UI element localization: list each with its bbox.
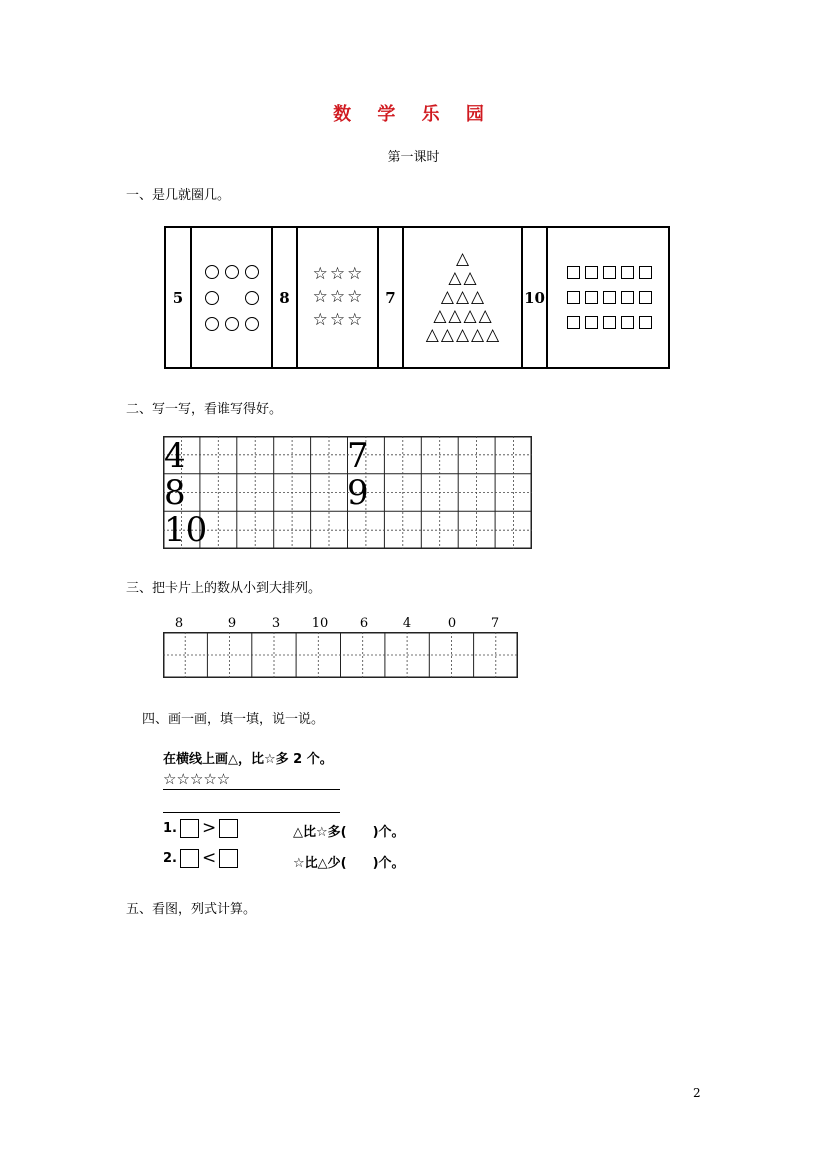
section-3-heading: 三、把卡片上的数从小到大排列。 bbox=[126, 581, 322, 596]
circle-icon[interactable] bbox=[225, 317, 239, 331]
table-number-7: 7 bbox=[385, 288, 396, 307]
triangle-icon[interactable]: △ bbox=[455, 287, 470, 307]
star-icon[interactable]: ☆ bbox=[312, 310, 328, 330]
triangle-icon[interactable]: △ bbox=[471, 287, 485, 307]
item-2-number: 2. bbox=[163, 850, 177, 866]
number-card: 8 bbox=[174, 616, 184, 631]
square-group bbox=[548, 228, 670, 367]
triangle-icon[interactable]: △ bbox=[455, 325, 470, 345]
circle-group bbox=[192, 228, 271, 367]
section-2-heading: 二、写一写，看谁写得好。 bbox=[126, 402, 283, 417]
star-icon[interactable]: ☆ bbox=[329, 287, 346, 307]
circle-icon[interactable] bbox=[225, 265, 239, 279]
circle-icon[interactable] bbox=[245, 265, 259, 279]
exercise-4-item-1 bbox=[163, 818, 238, 838]
star-icon[interactable]: ☆ bbox=[329, 264, 346, 284]
number-card: 7 bbox=[490, 616, 500, 631]
answer-box[interactable] bbox=[219, 849, 238, 868]
less-than-sign: < bbox=[201, 848, 217, 868]
page-subtitle: 第一课时 bbox=[387, 150, 440, 165]
square-icon[interactable] bbox=[603, 291, 616, 304]
square-icon[interactable] bbox=[621, 266, 634, 279]
circle-icon[interactable] bbox=[245, 317, 259, 331]
number-card: 4 bbox=[402, 616, 412, 631]
star-icon[interactable]: ☆ bbox=[347, 264, 363, 284]
item-1-question: △比☆多( )个。 bbox=[293, 825, 405, 840]
section-4-heading: 四、画一画，填一填，说一说。 bbox=[142, 712, 325, 727]
star-icon[interactable]: ☆ bbox=[329, 310, 346, 330]
circle-icon[interactable] bbox=[205, 317, 219, 331]
page-number: 2 bbox=[693, 1086, 701, 1100]
answer-box[interactable] bbox=[180, 849, 199, 868]
digit-8: 8 bbox=[164, 473, 186, 513]
number-card: 6 bbox=[359, 616, 369, 631]
triangle-icon[interactable]: △ bbox=[486, 325, 500, 345]
triangle-icon[interactable]: △ bbox=[448, 306, 462, 326]
square-icon[interactable] bbox=[639, 266, 652, 279]
triangle-icon[interactable]: △ bbox=[463, 306, 477, 326]
digit-4: 4 bbox=[164, 436, 186, 476]
triangle-group bbox=[404, 228, 521, 367]
square-icon[interactable] bbox=[585, 291, 598, 304]
answer-box[interactable] bbox=[219, 819, 238, 838]
ordering-grid[interactable] bbox=[163, 632, 518, 678]
answer-line-2[interactable] bbox=[163, 812, 340, 813]
square-icon[interactable] bbox=[621, 316, 634, 329]
triangle-icon[interactable]: △ bbox=[433, 306, 447, 326]
triangle-icon[interactable]: △ bbox=[471, 325, 485, 345]
item-1-number: 1. bbox=[163, 820, 177, 836]
circle-count-table bbox=[164, 226, 670, 369]
square-icon[interactable] bbox=[603, 266, 616, 279]
triangle-icon[interactable]: △ bbox=[455, 249, 470, 269]
triangle-icon[interactable]: △ bbox=[440, 325, 454, 345]
triangle-icon[interactable]: △ bbox=[463, 268, 477, 288]
triangle-icon[interactable]: △ bbox=[425, 325, 439, 345]
square-icon[interactable] bbox=[567, 266, 580, 279]
answer-box[interactable] bbox=[180, 819, 199, 838]
star-icon[interactable]: ☆ bbox=[347, 287, 363, 307]
exercise-4-instruction: 在横线上画△，比☆多 2 个。 bbox=[163, 752, 333, 767]
number-card: 0 bbox=[447, 616, 457, 631]
circle-icon[interactable] bbox=[205, 291, 219, 305]
square-icon[interactable] bbox=[585, 266, 598, 279]
number-card: 10 bbox=[311, 616, 329, 631]
section-1-heading: 一、是几就圈几。 bbox=[126, 188, 231, 203]
star-icon[interactable]: ☆ bbox=[312, 264, 328, 284]
item-2-question: ☆比△少( )个。 bbox=[293, 856, 405, 871]
star-icon[interactable]: ☆ bbox=[347, 310, 363, 330]
square-icon[interactable] bbox=[639, 291, 652, 304]
section-5-heading: 五、看图，列式计算。 bbox=[126, 902, 257, 917]
digit-10: 10 bbox=[164, 510, 208, 550]
square-icon[interactable] bbox=[567, 291, 580, 304]
square-icon[interactable] bbox=[585, 316, 598, 329]
number-card: 3 bbox=[271, 616, 281, 631]
square-icon[interactable] bbox=[603, 316, 616, 329]
circle-icon[interactable] bbox=[245, 291, 259, 305]
square-icon[interactable] bbox=[567, 316, 580, 329]
star-group bbox=[298, 228, 377, 367]
table-number-8: 8 bbox=[279, 288, 290, 307]
writing-grid[interactable] bbox=[163, 436, 532, 549]
digit-7: 7 bbox=[347, 436, 369, 476]
triangle-icon[interactable]: △ bbox=[440, 287, 454, 307]
circle-icon[interactable] bbox=[205, 265, 219, 279]
page-title: 数 学 乐 园 bbox=[333, 104, 494, 125]
triangle-icon[interactable]: △ bbox=[478, 306, 492, 326]
square-icon[interactable] bbox=[639, 316, 652, 329]
exercise-4-item-2 bbox=[163, 848, 238, 868]
greater-than-sign: > bbox=[201, 818, 217, 838]
answer-line-1[interactable] bbox=[163, 789, 340, 790]
triangle-icon[interactable]: △ bbox=[448, 268, 462, 288]
digit-9: 9 bbox=[347, 473, 369, 513]
table-number-10: 10 bbox=[524, 288, 545, 307]
table-number-5: 5 bbox=[172, 288, 184, 307]
number-card: 9 bbox=[227, 616, 237, 631]
star-row: ☆☆☆☆☆ bbox=[163, 770, 231, 788]
square-icon[interactable] bbox=[621, 291, 634, 304]
star-icon[interactable]: ☆ bbox=[312, 287, 328, 307]
